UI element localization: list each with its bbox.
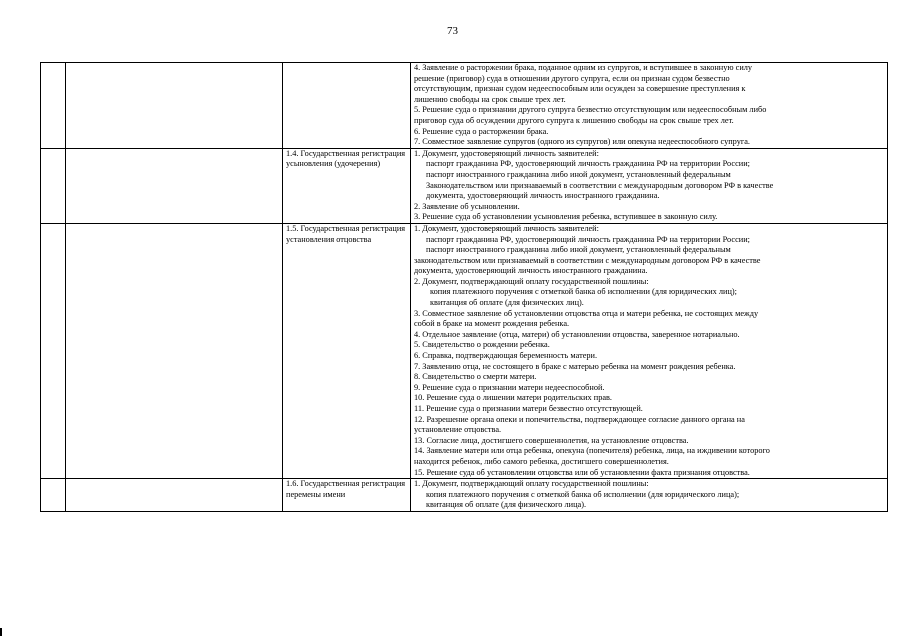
document-line: 7. Совместное заявление супругов (одного из супругов) или опекуна недееспособного супруга. <box>414 137 750 147</box>
document-line: 7. Заявлению отца, не состоящего в браке с матерью ребенка на момент рождения ребенка. <box>414 361 736 371</box>
document-line: законодательством или признаваемый в соответствии с международным договором РФ в качестве <box>414 255 761 265</box>
document-line: 11. Решение суда о признании матери безвестно отсутствующей. <box>414 404 643 413</box>
service-name-cell: 1.5. Государственная регистрация установления отцовства <box>283 223 411 478</box>
blank-cell <box>66 148 283 223</box>
document-line: квитанция об оплате (для физического лица). <box>426 500 587 510</box>
document-line: паспорт иностранного гражданина либо иной документ, установленный федеральным <box>426 169 731 179</box>
document-line: 13. Согласие лица, достигшего совершеннолетия, на установление отцовства. <box>414 435 689 445</box>
service-name-cell: 1.4. Государственная регистрация усыновления (удочерения) <box>283 148 411 223</box>
document-line: 1. Документ, удостоверяющий личность заявителей: <box>414 148 599 158</box>
document-line: паспорт гражданина РФ, удостоверяющий личность гражданина РФ на территории России; <box>426 159 750 169</box>
document-line: 1. Документ, удостоверяющий личность заявителей: <box>414 223 599 233</box>
blank-cell <box>66 63 283 149</box>
scan-edge-mark <box>0 628 2 636</box>
document-line: 6. Справка, подтверждающая беременность матери. <box>414 351 598 361</box>
documents-cell <box>411 148 888 223</box>
document-line: 4. Заявление о расторжении брака, поданное одним из супругов, и вступившее в законную силу <box>414 63 753 72</box>
documents-cell <box>411 479 888 512</box>
table-row <box>41 223 888 478</box>
document-line: 2. Заявление об усыновлении. <box>414 201 520 211</box>
table-row <box>41 63 888 149</box>
document-line: 4. Отдельное заявление (отца, матери) об установлении отцовства, заверенное нотариально. <box>414 329 740 339</box>
document-line: копия платежного поручения с отметкой банка об исполнении (для юридического лица); <box>426 489 740 499</box>
service-name-cell: 1.6. Государственная регистрация перемены имени <box>283 479 411 512</box>
document-line: Законодательством или признаваемый в соответствии с международным договором РФ в качестве <box>426 180 774 190</box>
document-line: отсутствующим, признан судом недееспособным или осужден за совершение преступления к <box>414 84 746 94</box>
document-line: копия платежного поручения с отметкой банка об исполнении (для юридических лиц); <box>430 287 737 297</box>
document-line: 15. Решение суда об установлении отцовства или об установлении факта признания отцовства. <box>414 467 750 477</box>
number-cell <box>41 63 66 149</box>
document-line: лишению свободы на срок свыше трех лет. <box>414 94 566 104</box>
document-line: собой в браке на момент рождения ребенка. <box>414 319 570 329</box>
document-line: паспорт гражданина РФ, удостоверяющий личность гражданина РФ на территории России; <box>426 234 750 244</box>
documents-cell <box>411 63 888 149</box>
blank-cell <box>66 223 283 478</box>
table-row <box>41 479 888 512</box>
document-line: 12. Разрешение органа опеки и попечительства, подтверждающее согласие данного органа на <box>414 414 745 424</box>
document-line: 9. Решение суда о признании матери недееспособной. <box>414 382 605 392</box>
service-name-cell <box>283 63 411 149</box>
table-row <box>41 148 888 223</box>
blank-cell <box>66 479 283 512</box>
document-line: установление отцовства. <box>414 425 502 435</box>
document-line: 10. Решение суда о лишении матери родительских прав. <box>414 393 613 403</box>
document-line: паспорт иностранного гражданина либо иной документ, установленный федеральным <box>426 245 731 255</box>
document-line: 5. Решение суда о признании другого супруга безвестно отсутствующим или недееспособным либо <box>414 105 767 115</box>
document-line: 2. Документ, подтверждающий оплату государственной пошлины: <box>414 276 649 286</box>
document-line: документа, удостоверяющий личность иностранного гражданина. <box>426 191 660 201</box>
document-line: квитанция об оплате (для физических лиц). <box>430 298 584 308</box>
documents-cell <box>411 223 888 478</box>
requirements-table <box>40 62 888 512</box>
number-cell <box>41 223 66 478</box>
document-line: находится ребенок, либо самого ребенка, достигшего совершеннолетия. <box>414 456 669 466</box>
document-line: 5. Свидетельство о рождении ребенка. <box>414 340 550 350</box>
document-line: 3. Совместное заявление об установлении отцовства отца и матери ребенка, не состоящих между <box>414 308 759 318</box>
document-line: 8. Свидетельство о смерти матери. <box>414 372 537 382</box>
document-line: документа, удостоверяющий личность иностранного гражданина. <box>414 266 648 276</box>
document-line: 6. Решение суда о расторжении брака. <box>414 126 549 136</box>
document-line: приговор суда об осуждении другого супруга к лишению свободы на срок свыше трех лет. <box>414 115 734 125</box>
document-line: 14. Заявление матери или отца ребенка, опекуна (попечителя) ребенка, лица, на иждивении которого <box>414 446 770 456</box>
document-line: решение (приговор) суда в отношении другого супруга, если он признан судом безвестно <box>414 73 730 83</box>
page-number: 73 <box>447 25 458 37</box>
document-line: 1. Документ, подтверждающий оплату государственной пошлины: <box>414 479 649 489</box>
number-cell <box>41 148 66 223</box>
document-line: 3. Решение суда об установлении усыновления ребенка, вступившее в законную силу. <box>414 212 718 222</box>
number-cell <box>41 479 66 512</box>
